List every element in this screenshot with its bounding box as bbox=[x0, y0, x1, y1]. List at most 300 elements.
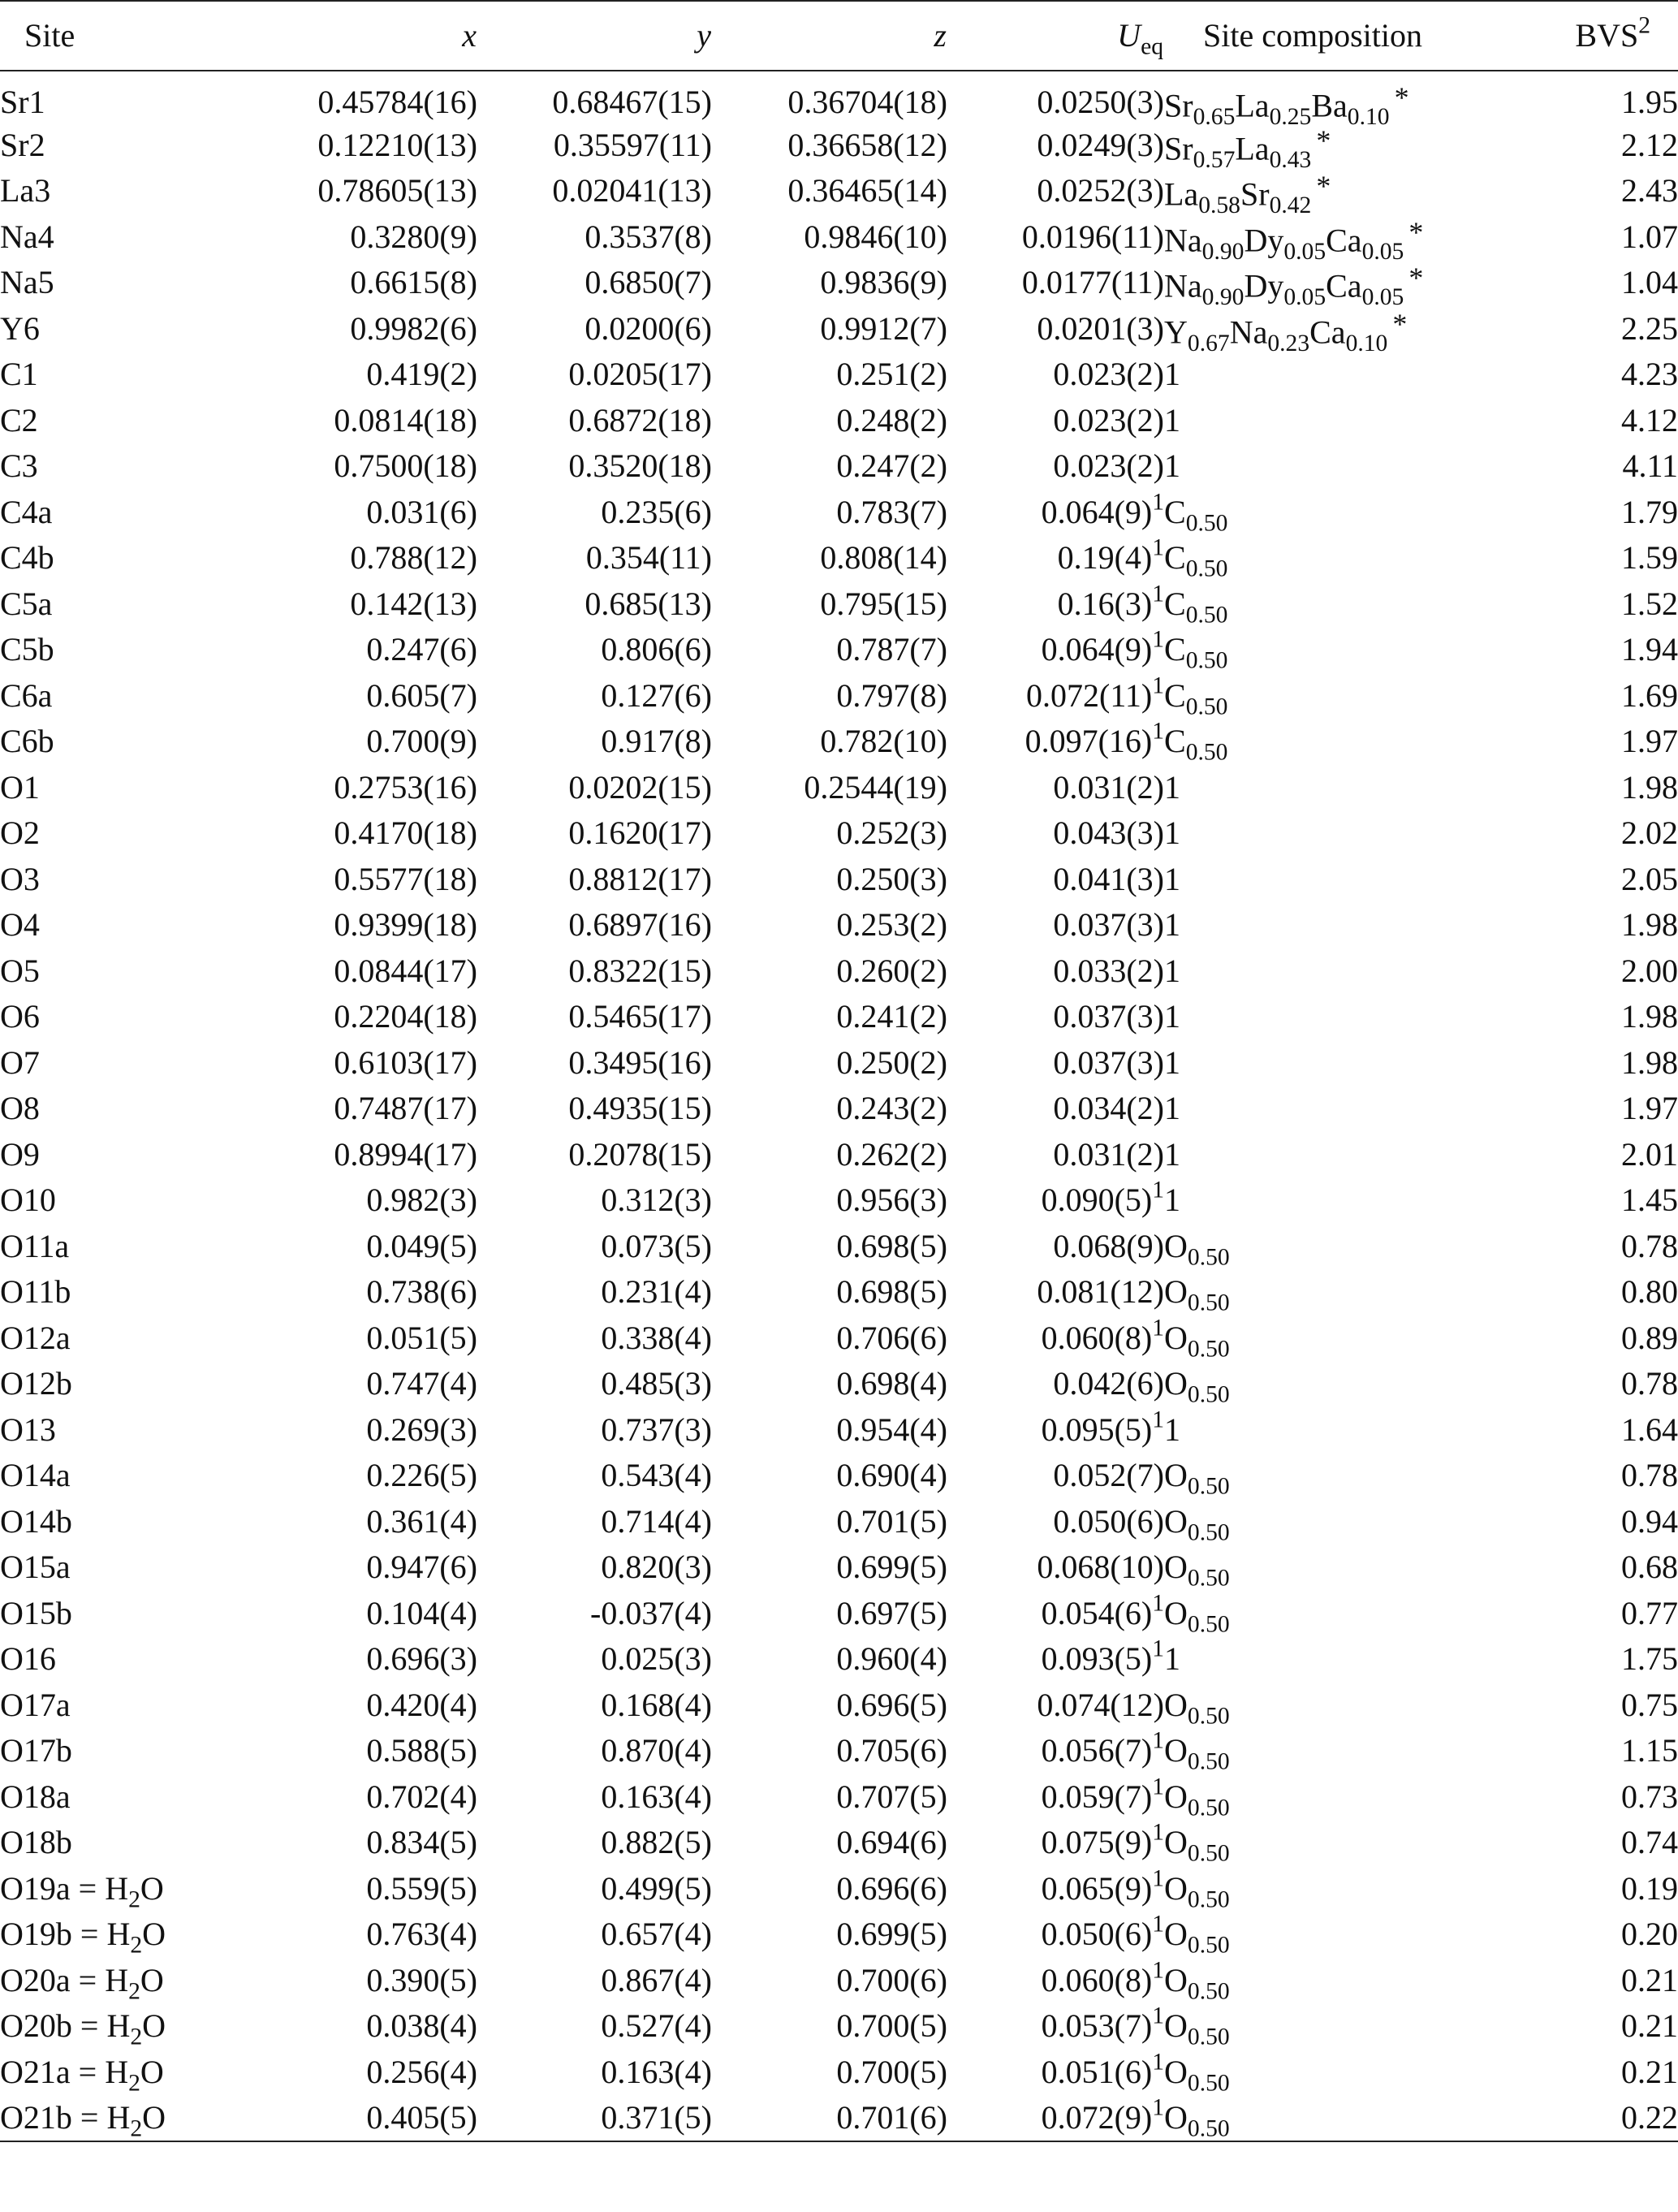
text-segment: O11a bbox=[0, 1227, 70, 1264]
cell-x: 0.142(13) bbox=[350, 585, 477, 622]
ueq-value: 0.041(3) bbox=[1053, 860, 1164, 897]
cell-site-composition bbox=[1164, 1177, 1529, 1224]
cell-y: 0.3520(18) bbox=[568, 447, 712, 485]
cell-site-composition bbox=[1164, 1958, 1529, 2004]
subscript: 0.05 bbox=[1283, 283, 1326, 310]
cell-site-composition bbox=[1164, 1132, 1529, 1178]
cell-site bbox=[0, 1132, 244, 1178]
cell-site-composition bbox=[1164, 627, 1529, 673]
cell-y: -0.037(4) bbox=[590, 1594, 712, 1631]
cell-site-composition bbox=[1164, 581, 1529, 628]
text-segment: O1 bbox=[0, 768, 40, 806]
table-row bbox=[0, 673, 1678, 719]
cell-site bbox=[0, 2095, 244, 2141]
subscript: 0.50 bbox=[1185, 555, 1228, 582]
cell-ueq bbox=[947, 581, 1164, 628]
table-row bbox=[0, 1316, 1678, 1362]
ueq-footnote: 1 bbox=[1152, 535, 1164, 561]
text-segment: O14a bbox=[0, 1457, 71, 1494]
cell-z: 0.701(5) bbox=[836, 1502, 947, 1540]
cell-y: 0.35597(11) bbox=[553, 126, 712, 163]
cell-z: 0.954(4) bbox=[836, 1411, 947, 1448]
cell-y: 0.68467(15) bbox=[552, 84, 712, 121]
cell-bvs: 0.89 bbox=[1621, 1319, 1678, 1356]
text-segment: Na5 bbox=[0, 264, 54, 301]
text-segment: Ca bbox=[1326, 267, 1362, 305]
text-segment: O16 bbox=[0, 1640, 56, 1678]
header-site: Site bbox=[0, 1, 244, 71]
ueq-value: 0.060(8) bbox=[1041, 1319, 1153, 1356]
text-segment: Na4 bbox=[0, 218, 54, 255]
cell-bvs: 0.19 bbox=[1621, 1869, 1678, 1907]
cell-ueq bbox=[947, 1499, 1164, 1545]
table-row bbox=[0, 1820, 1678, 1866]
cell-site-composition bbox=[1164, 443, 1529, 490]
subscript: 2 bbox=[130, 2024, 143, 2050]
subscript: 0.10 bbox=[1345, 330, 1388, 356]
ueq-footnote: 1 bbox=[1152, 1728, 1164, 1754]
table-row bbox=[0, 1499, 1678, 1545]
text-segment: 1 bbox=[1164, 447, 1180, 485]
cell-z: 0.260(2) bbox=[836, 952, 947, 989]
table-row bbox=[0, 443, 1678, 490]
ueq-footnote: 1 bbox=[1152, 627, 1164, 653]
cell-site-composition bbox=[1164, 1040, 1529, 1087]
cell-z: 0.697(5) bbox=[836, 1594, 947, 1631]
table-row bbox=[0, 1269, 1678, 1316]
subscript: 0.90 bbox=[1201, 283, 1244, 310]
cell-z: 0.248(2) bbox=[836, 401, 947, 439]
cell-ueq bbox=[947, 2050, 1164, 2096]
text-segment: C2 bbox=[0, 401, 38, 439]
cell-x: 0.3280(9) bbox=[350, 218, 477, 255]
cell-z: 0.690(4) bbox=[836, 1457, 947, 1494]
cell-bvs: 1.97 bbox=[1621, 1090, 1678, 1127]
ueq-value: 0.050(6) bbox=[1041, 1916, 1153, 1953]
text-segment: O10 bbox=[0, 1182, 56, 1219]
table-row bbox=[0, 765, 1678, 811]
cell-z: 0.707(5) bbox=[836, 1778, 947, 1815]
text-segment: C3 bbox=[0, 447, 38, 485]
cell-site bbox=[0, 443, 244, 490]
text-segment: O18a bbox=[0, 1778, 71, 1815]
table-row bbox=[0, 1545, 1678, 1591]
cell-x: 0.420(4) bbox=[366, 1686, 477, 1723]
ueq-value: 0.072(9) bbox=[1041, 2098, 1153, 2136]
text-segment: O17a bbox=[0, 1686, 71, 1723]
ueq-footnote: 1 bbox=[1152, 1912, 1164, 1938]
cell-site-composition bbox=[1164, 71, 1529, 130]
cell-z: 0.698(5) bbox=[836, 1273, 947, 1311]
cell-z: 0.700(6) bbox=[836, 1961, 947, 1998]
cell-y: 0.714(4) bbox=[601, 1502, 712, 1540]
table-row bbox=[0, 719, 1678, 765]
subscript: 0.23 bbox=[1267, 330, 1310, 356]
table-row bbox=[0, 1177, 1678, 1224]
cell-bvs: 2.01 bbox=[1621, 1135, 1678, 1173]
text-segment: La bbox=[1235, 130, 1270, 167]
cell-ueq bbox=[947, 306, 1164, 352]
table-row bbox=[0, 398, 1678, 444]
ueq-footnote: 1 bbox=[1152, 719, 1164, 745]
cell-ueq bbox=[947, 810, 1164, 857]
text-segment: O bbox=[1164, 1502, 1188, 1540]
text-segment: 1 bbox=[1164, 1043, 1180, 1081]
cell-site bbox=[0, 627, 244, 673]
cell-site bbox=[0, 1728, 244, 1774]
text-segment: O bbox=[1164, 1916, 1188, 1953]
cell-site bbox=[0, 1636, 244, 1683]
cell-y: 0.2078(15) bbox=[568, 1135, 712, 1173]
footnote-star: * bbox=[1392, 307, 1408, 340]
text-segment: O12b bbox=[0, 1365, 72, 1402]
cell-site bbox=[0, 535, 244, 581]
cell-bvs: 0.73 bbox=[1621, 1778, 1678, 1815]
cell-y: 0.235(6) bbox=[601, 493, 712, 530]
table-body bbox=[0, 71, 1678, 2141]
header-bvs-base: BVS bbox=[1575, 17, 1639, 54]
text-segment: O2 bbox=[0, 814, 40, 852]
cell-z: 0.706(6) bbox=[836, 1319, 947, 1356]
cell-x: 0.702(4) bbox=[366, 1778, 477, 1815]
cell-site bbox=[0, 1040, 244, 1087]
cell-ueq bbox=[947, 1820, 1164, 1866]
cell-bvs: 2.43 bbox=[1621, 172, 1678, 210]
text-segment: Y6 bbox=[0, 309, 40, 347]
cell-bvs: 0.75 bbox=[1621, 1686, 1678, 1723]
subscript: 0.57 bbox=[1193, 146, 1236, 173]
cell-ueq bbox=[947, 673, 1164, 719]
ueq-value: 0.090(5) bbox=[1041, 1182, 1153, 1219]
cell-site-composition bbox=[1164, 948, 1529, 995]
cell-x: 0.6103(17) bbox=[334, 1043, 477, 1081]
ueq-value: 0.19(4) bbox=[1057, 539, 1153, 577]
header-site-composition: Site composition bbox=[1164, 1, 1529, 71]
ueq-value: 0.023(2) bbox=[1053, 356, 1164, 393]
subscript: 2 bbox=[130, 2115, 143, 2142]
text-segment: Sr bbox=[1240, 175, 1270, 213]
cell-bvs: 1.15 bbox=[1621, 1732, 1678, 1769]
text-segment: C6b bbox=[0, 723, 54, 760]
cell-site-composition bbox=[1164, 902, 1529, 948]
cell-y: 0.1620(17) bbox=[568, 814, 712, 852]
cell-y: 0.5465(17) bbox=[568, 998, 712, 1035]
ueq-value: 0.059(7) bbox=[1041, 1778, 1153, 1815]
table-row bbox=[0, 1912, 1678, 1958]
text-segment: Y bbox=[1164, 313, 1188, 351]
cell-site-composition bbox=[1164, 1591, 1529, 1637]
cell-y: 0.168(4) bbox=[601, 1686, 712, 1723]
cell-x: 0.049(5) bbox=[366, 1227, 477, 1264]
cell-y: 0.02041(13) bbox=[552, 172, 712, 210]
text-segment: O9 bbox=[0, 1135, 40, 1173]
cell-ueq bbox=[947, 1086, 1164, 1132]
cell-bvs: 2.25 bbox=[1621, 309, 1678, 347]
cell-x: 0.78605(13) bbox=[317, 172, 477, 210]
header-ueq bbox=[947, 1, 1164, 71]
cell-site-composition bbox=[1164, 2050, 1529, 2096]
table-row bbox=[0, 1636, 1678, 1683]
cell-z: 0.696(6) bbox=[836, 1869, 947, 1907]
ueq-footnote: 1 bbox=[1152, 581, 1164, 607]
cell-z: 0.36465(14) bbox=[787, 172, 947, 210]
ueq-value: 0.068(9) bbox=[1053, 1227, 1164, 1264]
cell-bvs: 1.98 bbox=[1621, 768, 1678, 806]
ueq-value: 0.037(3) bbox=[1053, 906, 1164, 944]
cell-z: 0.2544(19) bbox=[804, 768, 947, 806]
subscript: 0.50 bbox=[1187, 1519, 1230, 1546]
cell-y: 0.499(5) bbox=[601, 1869, 712, 1907]
table-row bbox=[0, 948, 1678, 995]
cell-site-composition bbox=[1164, 1912, 1529, 1958]
table-row bbox=[0, 535, 1678, 581]
cell-ueq bbox=[947, 1361, 1164, 1407]
cell-site-composition bbox=[1164, 1866, 1529, 1912]
text-segment: La bbox=[1235, 87, 1270, 124]
ueq-footnote: 1 bbox=[1152, 2049, 1164, 2076]
subscript: 0.05 bbox=[1283, 238, 1326, 265]
ueq-value: 0.031(2) bbox=[1053, 768, 1164, 806]
text-segment: O bbox=[1164, 1961, 1188, 1998]
text-segment: C5b bbox=[0, 631, 54, 668]
text-segment: Na bbox=[1164, 267, 1202, 305]
cell-site bbox=[0, 71, 244, 123]
cell-x: 0.7500(18) bbox=[334, 447, 477, 485]
footnote-star: * bbox=[1316, 123, 1331, 157]
text-segment: La3 bbox=[0, 172, 51, 210]
cell-z: 0.700(5) bbox=[836, 2007, 947, 2045]
cell-site-composition bbox=[1164, 1224, 1529, 1270]
cell-bvs: 1.97 bbox=[1621, 723, 1678, 760]
cell-site-composition bbox=[1164, 214, 1529, 265]
text-segment: Sr bbox=[1164, 87, 1193, 124]
text-segment: O19a = H bbox=[0, 1869, 129, 1907]
cell-bvs: 0.78 bbox=[1621, 1227, 1678, 1264]
header-ueq-base: U bbox=[1117, 17, 1141, 54]
ueq-value: 0.068(10) bbox=[1037, 1549, 1164, 1586]
cell-ueq bbox=[947, 535, 1164, 581]
cell-x: 0.947(6) bbox=[366, 1549, 477, 1586]
cell-bvs: 0.78 bbox=[1621, 1457, 1678, 1494]
text-segment: 1 bbox=[1164, 1411, 1180, 1448]
cell-site bbox=[0, 123, 244, 169]
cell-bvs: 1.69 bbox=[1621, 676, 1678, 714]
text-segment: Na bbox=[1229, 313, 1268, 351]
cell-site-composition bbox=[1164, 535, 1529, 581]
ueq-value: 0.097(16) bbox=[1024, 723, 1153, 760]
footnote-star: * bbox=[1408, 215, 1424, 248]
text-segment: Dy bbox=[1244, 267, 1284, 305]
subscript: 0.50 bbox=[1187, 2115, 1230, 2142]
cell-bvs: 0.21 bbox=[1621, 2007, 1678, 2045]
text-segment: O bbox=[1164, 1732, 1188, 1769]
header-bvs bbox=[1529, 1, 1678, 71]
text-segment: O18b bbox=[0, 1824, 72, 1861]
cell-bvs: 1.79 bbox=[1621, 493, 1678, 530]
subscript: 0.50 bbox=[1187, 1244, 1230, 1271]
cell-x: 0.0814(18) bbox=[334, 401, 477, 439]
ueq-value: 0.060(8) bbox=[1041, 1961, 1153, 1998]
cell-ueq bbox=[947, 443, 1164, 490]
cell-y: 0.737(3) bbox=[601, 1411, 712, 1448]
cell-site bbox=[0, 1774, 244, 1821]
cell-y: 0.4935(15) bbox=[568, 1090, 712, 1127]
cell-bvs: 1.98 bbox=[1621, 906, 1678, 944]
cell-site-composition bbox=[1164, 398, 1529, 444]
text-segment: O6 bbox=[0, 998, 40, 1035]
cell-site bbox=[0, 1407, 244, 1454]
cell-bvs: 1.75 bbox=[1621, 1640, 1678, 1678]
cell-x: 0.700(9) bbox=[366, 723, 477, 760]
cell-site bbox=[0, 1591, 244, 1637]
cell-site bbox=[0, 1499, 244, 1545]
text-segment: 1 bbox=[1164, 401, 1180, 439]
subscript: 0.50 bbox=[1187, 1565, 1230, 1592]
cell-ueq bbox=[947, 1683, 1164, 1729]
cell-ueq bbox=[947, 857, 1164, 903]
cell-site-composition bbox=[1164, 765, 1529, 811]
cell-y: 0.127(6) bbox=[601, 676, 712, 714]
text-segment: C bbox=[1164, 585, 1186, 622]
table-row bbox=[0, 168, 1678, 214]
ueq-footnote: 1 bbox=[1152, 1865, 1164, 1892]
table-row bbox=[0, 260, 1678, 306]
text-segment: O21b = H bbox=[0, 2098, 131, 2136]
cell-z: 0.956(3) bbox=[836, 1182, 947, 1219]
cell-site bbox=[0, 1224, 244, 1270]
cell-site bbox=[0, 398, 244, 444]
cell-x: 0.226(5) bbox=[366, 1457, 477, 1494]
cell-site bbox=[0, 260, 244, 306]
ueq-value: 0.064(9) bbox=[1041, 631, 1153, 668]
cell-site bbox=[0, 214, 244, 261]
table-row bbox=[0, 810, 1678, 857]
cell-site bbox=[0, 1958, 244, 2004]
ueq-value: 0.056(7) bbox=[1041, 1732, 1153, 1769]
table-row bbox=[0, 214, 1678, 261]
cell-ueq bbox=[947, 1774, 1164, 1821]
text-segment: O bbox=[1164, 1778, 1188, 1815]
text-segment: O bbox=[1164, 1319, 1188, 1356]
cell-ueq bbox=[947, 765, 1164, 811]
cell-z: 0.9912(7) bbox=[820, 309, 947, 347]
table-row bbox=[0, 1591, 1678, 1637]
subscript: 0.50 bbox=[1185, 693, 1228, 720]
text-segment: O bbox=[1164, 1824, 1188, 1861]
text-segment: O bbox=[1164, 1273, 1188, 1311]
subscript: 0.67 bbox=[1187, 330, 1230, 356]
cell-z: 0.694(6) bbox=[836, 1824, 947, 1861]
text-segment: O bbox=[1164, 1549, 1188, 1586]
cell-z: 0.787(7) bbox=[836, 631, 947, 668]
text-segment: 1 bbox=[1164, 998, 1180, 1035]
ueq-value: 0.075(9) bbox=[1041, 1824, 1153, 1861]
subscript: 2 bbox=[128, 1886, 140, 1913]
header-z bbox=[712, 1, 947, 71]
cell-z: 0.699(5) bbox=[836, 1549, 947, 1586]
cell-site-composition bbox=[1164, 1407, 1529, 1454]
cell-ueq bbox=[947, 948, 1164, 995]
ueq-value: 0.053(7) bbox=[1041, 2007, 1153, 2045]
ueq-value: 0.074(12) bbox=[1037, 1686, 1164, 1723]
cell-site bbox=[0, 1269, 244, 1316]
ueq-value: 0.0196(11) bbox=[1021, 218, 1164, 255]
cell-y: 0.025(3) bbox=[601, 1640, 712, 1678]
cell-x: 0.9982(6) bbox=[350, 309, 477, 347]
cell-ueq bbox=[947, 1407, 1164, 1454]
cell-ueq bbox=[947, 1132, 1164, 1178]
cell-ueq bbox=[947, 1866, 1164, 1912]
cell-x: 0.605(7) bbox=[366, 676, 477, 714]
cell-site-composition bbox=[1164, 1453, 1529, 1499]
cell-site bbox=[0, 2003, 244, 2050]
text-segment: O3 bbox=[0, 860, 40, 897]
cell-y: 0.485(3) bbox=[601, 1365, 712, 1402]
header-z-label: z bbox=[934, 17, 947, 54]
header-x-label: x bbox=[462, 17, 477, 54]
cell-site-composition bbox=[1164, 1086, 1529, 1132]
subscript: 0.43 bbox=[1269, 146, 1312, 173]
cell-site-composition bbox=[1164, 1499, 1529, 1545]
cell-x: 0.747(4) bbox=[366, 1365, 477, 1402]
text-segment: O7 bbox=[0, 1043, 40, 1081]
cell-x: 0.104(4) bbox=[366, 1594, 477, 1631]
text-segment: Sr bbox=[1164, 130, 1193, 167]
cell-z: 0.705(6) bbox=[836, 1732, 947, 1769]
cell-site bbox=[0, 857, 244, 903]
subscript: 0.50 bbox=[1185, 602, 1228, 629]
cell-ueq bbox=[947, 214, 1164, 261]
cell-bvs: 0.74 bbox=[1621, 1824, 1678, 1861]
text-segment: C bbox=[1164, 676, 1186, 714]
table-row bbox=[0, 2003, 1678, 2050]
cell-y: 0.0205(17) bbox=[568, 356, 712, 393]
cell-bvs: 0.22 bbox=[1529, 2095, 1678, 2141]
cell-ueq bbox=[947, 2003, 1164, 2050]
cell-y: 0.870(4) bbox=[601, 1732, 712, 1769]
ueq-value: 0.033(2) bbox=[1053, 952, 1164, 989]
cell-y: 0.338(4) bbox=[601, 1319, 712, 1356]
text-segment: 1 bbox=[1164, 356, 1180, 393]
cell-bvs: 0.21 bbox=[1621, 2053, 1678, 2090]
text-segment: Ca bbox=[1309, 313, 1346, 351]
table-row bbox=[0, 1361, 1678, 1407]
subscript: 0.50 bbox=[1187, 1473, 1230, 1500]
cell-y: 0.354(11) bbox=[585, 539, 712, 577]
cell-y: 0.820(3) bbox=[601, 1549, 712, 1586]
cell-site bbox=[0, 2050, 244, 2096]
cell-y: 0.6850(7) bbox=[584, 264, 712, 301]
table-row bbox=[0, 1958, 1678, 2004]
cell-y: 0.8322(15) bbox=[568, 952, 712, 989]
cell-y: 0.657(4) bbox=[601, 1916, 712, 1953]
table-row bbox=[0, 490, 1678, 536]
cell-bvs: 1.98 bbox=[1621, 1043, 1678, 1081]
cell-z: 0.241(2) bbox=[836, 998, 947, 1035]
cell-site-composition bbox=[1164, 306, 1529, 356]
cell-site-composition bbox=[1164, 1316, 1529, 1362]
cell-x: 0.6615(8) bbox=[350, 264, 477, 301]
cell-ueq bbox=[947, 1040, 1164, 1087]
cell-ueq bbox=[947, 1545, 1164, 1591]
text-segment: C5a bbox=[0, 585, 53, 622]
cell-ueq bbox=[947, 1177, 1164, 1224]
cell-y: 0.882(5) bbox=[601, 1824, 712, 1861]
cell-x: 0.2204(18) bbox=[334, 998, 477, 1035]
cell-ueq bbox=[947, 1224, 1164, 1270]
subscript: 0.10 bbox=[1347, 103, 1390, 130]
cell-z: 0.251(2) bbox=[836, 356, 947, 393]
